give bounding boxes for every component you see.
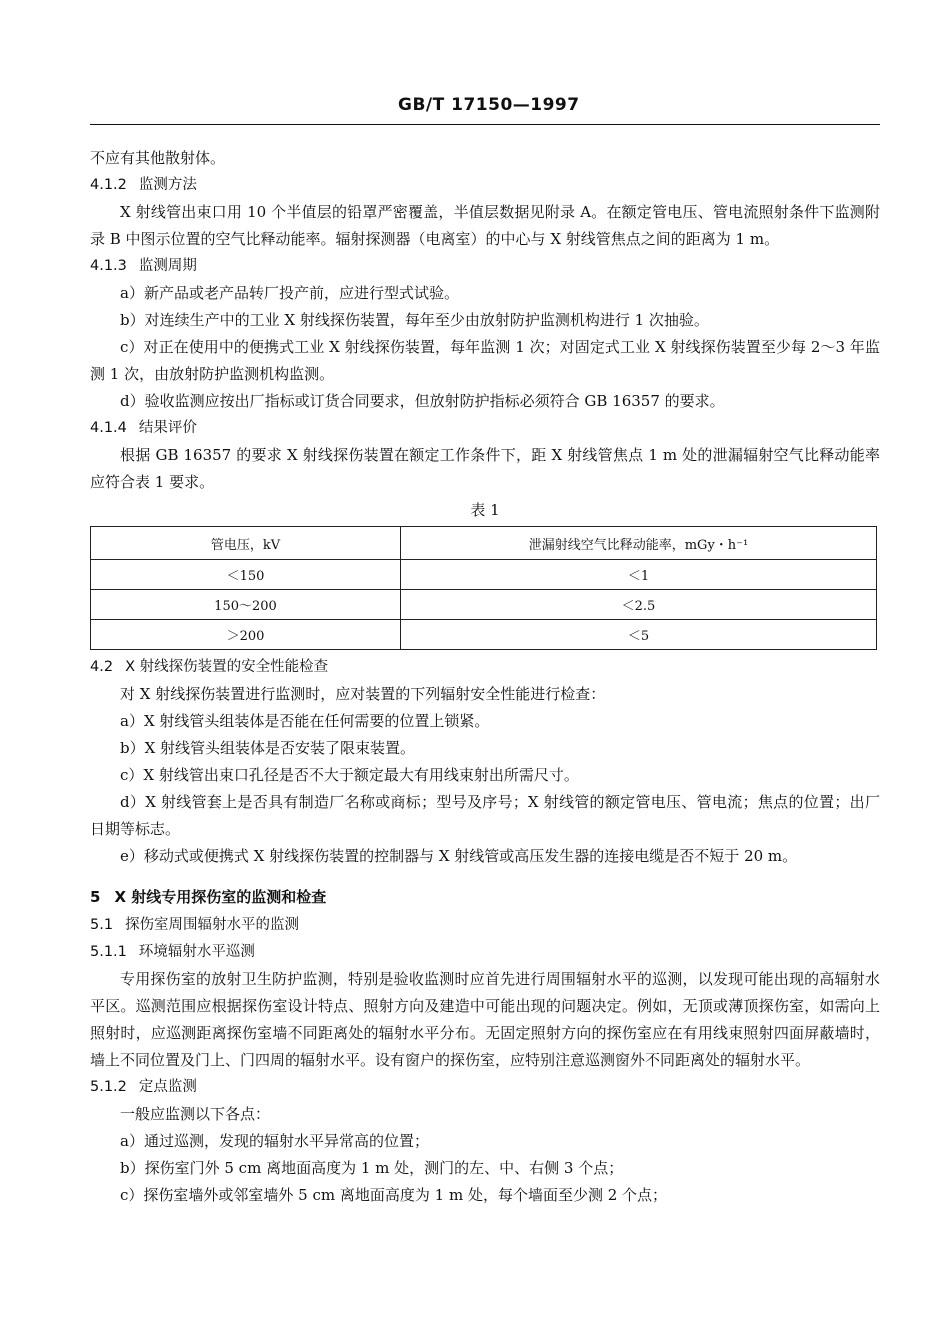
table-header-row xyxy=(91,527,877,560)
list-item: b）探伤室门外 5 cm 离地面高度为 1 m 处，测门的左、中、右侧 3 个点； xyxy=(120,1159,624,1177)
section-title: X 射线探伤装置的安全性能检查 xyxy=(125,659,329,675)
section-number: 5 xyxy=(90,888,101,906)
section-heading-5-1-1 xyxy=(90,939,880,966)
section-heading-4-1-3 xyxy=(90,253,880,280)
section-heading-4-1-2 xyxy=(90,172,880,199)
paragraph: X 射线管出束口用 10 个半值层的铅罩严密覆盖，半值层数据见附录 A。在额定管电压、管电流照射条件下监测附录 B 中图示位置的空气比释动能率。辐射探测器（电离室）的中心与 X 射线管焦点之间的距离为 1 m。 xyxy=(90,203,880,248)
list-item: c）X 射线管出束口孔径是否不大于额定最大有用线束射出所需尺寸。 xyxy=(120,766,579,784)
section-number: 5.1.2 xyxy=(90,1079,127,1095)
table-header-cell: 管电压，kV xyxy=(91,527,401,560)
table-header-cell: 泄漏射线空气比释动能率，mGy・h⁻¹ xyxy=(401,527,877,560)
table-1 xyxy=(90,526,877,650)
section-heading-5-1 xyxy=(90,912,880,939)
section-number: 4.2 xyxy=(90,659,114,675)
page-header xyxy=(0,95,950,125)
section-title: X 射线专用探伤室的监测和检查 xyxy=(114,888,327,906)
section-number: 4.1.3 xyxy=(90,258,127,274)
list-item: d）X 射线管套上是否具有制造厂名称或商标；型号及序号；X 射线管的额定管电压、管电流；焦点的位置；出厂日期等标志。 xyxy=(90,793,880,838)
section-title: 环境辐射水平巡测 xyxy=(138,944,255,960)
list-item: c）探伤室墙外或邻室墙外 5 cm 离地面高度为 1 m 处，每个墙面至少测 2 个点； xyxy=(120,1186,668,1204)
section-heading-4-2 xyxy=(90,654,880,681)
table-row xyxy=(91,560,877,590)
table-cell: ＜1 xyxy=(401,560,877,590)
table-cell: ＞200 xyxy=(91,620,401,650)
list-item: a）通过巡测，发现的辐射水平异常高的位置； xyxy=(120,1132,429,1150)
list-item: 一般应监测以下各点： xyxy=(120,1105,271,1123)
document-body xyxy=(90,145,880,1209)
header-rule xyxy=(90,124,880,125)
section-title: 定点监测 xyxy=(138,1079,197,1095)
list-item: a）X 射线管头组装体是否能在任何需要的位置上锁紧。 xyxy=(120,712,490,730)
table-cell: ＜2.5 xyxy=(401,590,877,620)
table-row xyxy=(91,620,877,650)
table-cell: ＜5 xyxy=(401,620,877,650)
list-item: b）对连续生产中的工业 X 射线探伤装置，每年至少由放射防护监测机构进行 1 次抽验。 xyxy=(120,311,709,329)
list-item: d）验收监测应按出厂指标或订货合同要求，但放射防护指标必须符合 GB 16357 的要求。 xyxy=(120,392,725,410)
list-item: b）X 射线管头组装体是否安装了限束装置。 xyxy=(120,739,416,757)
section-title: 探伤室周围辐射水平的监测 xyxy=(125,917,300,933)
section-title: 监测方法 xyxy=(138,177,197,193)
section-number: 5.1 xyxy=(90,917,114,933)
section-title: 监测周期 xyxy=(138,258,197,274)
list-item: e）移动式或便携式 X 射线探伤装置的控制器与 X 射线管或高压发生器的连接电缆是否不短于 20 m。 xyxy=(120,847,798,865)
standard-number: GB/T 17150—1997 xyxy=(398,95,580,115)
section-heading-5 xyxy=(90,882,880,912)
list-item: 对 X 射线探伤装置进行监测时，应对装置的下列辐射安全性能进行检查： xyxy=(120,685,606,703)
section-number: 4.1.2 xyxy=(90,177,127,193)
body-text: 不应有其他散射体。 xyxy=(90,149,226,167)
section-number: 4.1.4 xyxy=(90,420,127,436)
table-cell: 150～200 xyxy=(91,590,401,620)
table-caption: 表 1 xyxy=(470,501,500,519)
list-item: a）新产品或老产品转厂投产前，应进行型式试验。 xyxy=(120,284,459,302)
table-cell: ＜150 xyxy=(91,560,401,590)
list-item: c）对正在使用中的便携式工业 X 射线探伤装置，每年监测 1 次；对固定式工业 X 射线探伤装置至少每 2～3 年监测 1 次，由放射防护监测机构监测。 xyxy=(90,338,880,383)
section-heading-5-1-2 xyxy=(90,1074,880,1101)
section-number: 5.1.1 xyxy=(90,944,127,960)
section-title: 结果评价 xyxy=(138,420,197,436)
paragraph: 专用探伤室的放射卫生防护监测，特别是验收监测时应首先进行周围辐射水平的巡测，以发现可能出现的高辐射水平区。巡测范围应根据探伤室设计特点、照射方向及建造中可能出现的问题决定。例如，无顶或薄顶探伤室，如需向上照射时，应巡测距离探伤室墙不同距离处的辐射水平分布。无固定照射方向的探伤室应在有用线束照射四面屏蔽墙时，墙上不同位置及门上、门四周的辐射水平。设有窗户的探伤室，应特别注意巡测窗外不同距离处的辐射水平。 xyxy=(90,970,880,1069)
paragraph: 根据 GB 16357 的要求 X 射线探伤装置在额定工作条件下，距 X 射线管焦点 1 m 处的泄漏辐射空气比释动能率应符合表 1 要求。 xyxy=(90,446,880,491)
table-row xyxy=(91,590,877,620)
section-heading-4-1-4 xyxy=(90,415,880,442)
